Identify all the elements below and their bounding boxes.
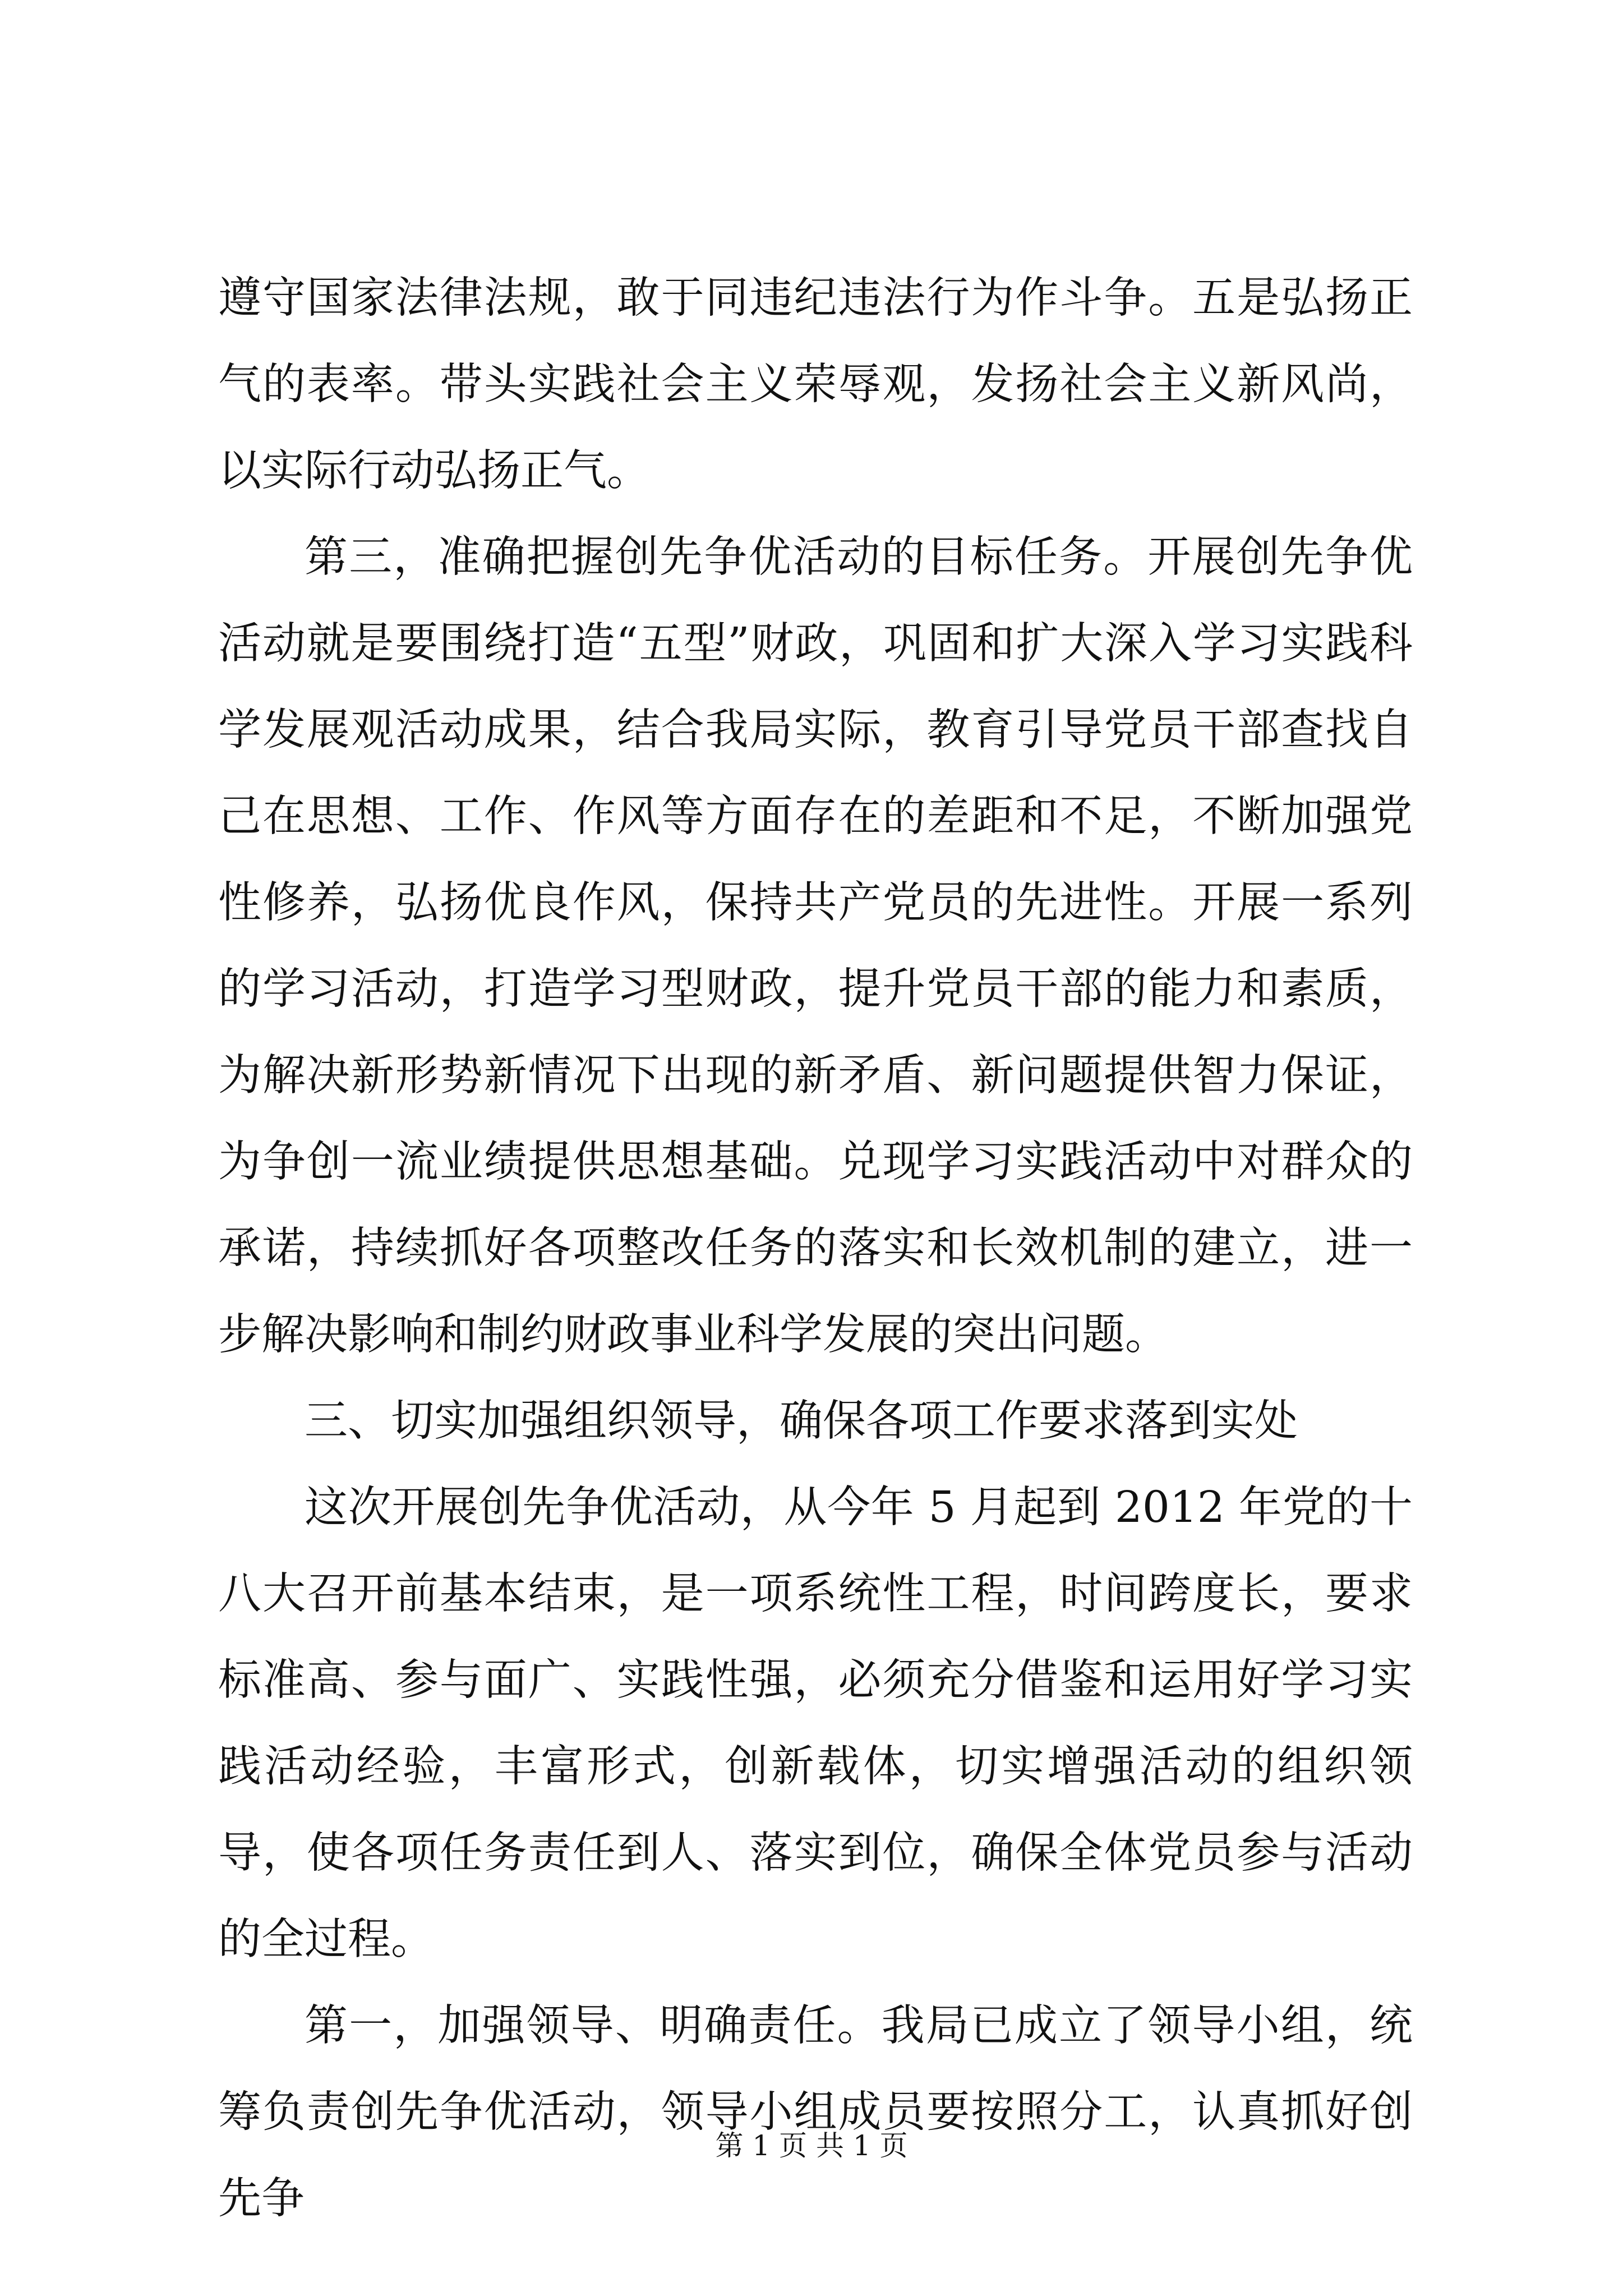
paragraph: 遵守国家法律法规，敢于同违纪违法行为作斗争。五是弘扬正气的表率。带头实践社会主义荣辱观，发扬社会主义新风尚，以实际行动弘扬正气。 xyxy=(218,273,1413,496)
paragraph: 这次开展创先争优活动，从今年 5 月起到 2012 年党的十八大召开前基本结束，是一项系统性工程，时间跨度长，要求标准高、参与面广、实践性强，必须充分借鉴和运用好学习实践活动经验，丰富形式，创新载体，切实增强活动的组织领导，使各项任务责任到人、落实到位，确保全体党员参与活动的全过程。 xyxy=(218,1483,1413,1964)
paragraph: 第一，加强领导、明确责任。我局已成立了领导小组，统筹负责创先争优活动，领导小组成员要按照分工，认真抓好创先争 xyxy=(218,2001,1413,2224)
section-heading: 三、切实加强组织领导，确保各项工作要求落到实处 xyxy=(305,1396,1298,1446)
page-footer: 第 1 页 共 1 页 xyxy=(715,2129,908,2162)
paragraph: 第三，准确把握创先争优活动的目标任务。开展创先争优活动就是要围绕打造“五型”财政，巩固和扩大深入学习实践科学发展观活动成果，结合我局实际，教育引导党员干部查找自己在思想、工作、作风等方面存在的差距和不足，不断加强党性修养，弘扬优良作风，保持共产党员的先进性。开展一系列的学习活动，打造学习型财政，提升党员干部的能力和素质，为解决新形势新情况下出现的新矛盾、新问题提供智力保证，为争创一流业绩提供思想基础。兑现学习实践活动中对群众的承诺，持续抓好各项整改任务的落实和长效机制的建立，进一步解决影响和制约财政事业科学发展的突出问题。 xyxy=(218,532,1413,1360)
body-text xyxy=(218,255,1413,2242)
